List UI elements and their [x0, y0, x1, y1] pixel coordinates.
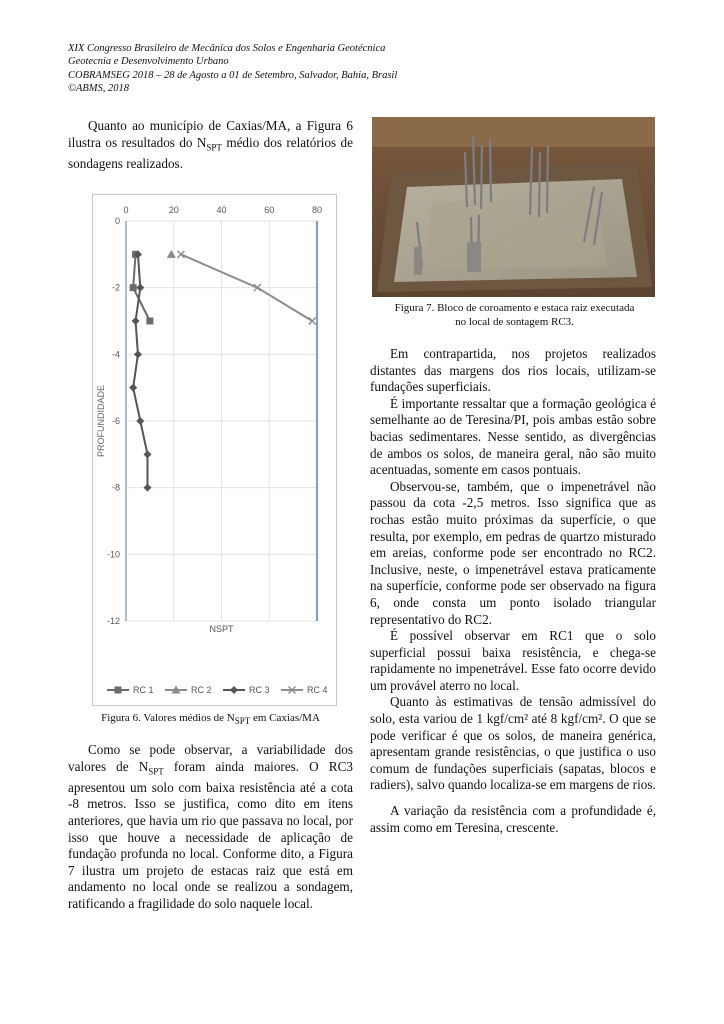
legend-marker-rc3: [230, 686, 238, 694]
paragraph: Observou-se, também, que o impenetrável não passou da cota -2,5 metros. Isso significa que as rochas estão muito próximas da superfície, o que resulta, por exemplo, em pedras de quartzo misturado em areias, conforme pode ser encontrado no RC2. Inclusive, neste, o impenetrável estava praticamente na superfície, conforme pode ser observado na figura 6, onde consta um ponto isolado triangular representativo do RC2.: [370, 478, 656, 627]
legend-label-rc4: RC 4: [307, 685, 328, 695]
x-tick-label: 0: [123, 205, 129, 215]
y-tick-label: -12: [106, 616, 120, 626]
data-point-rc3: [134, 350, 142, 358]
x-tick-label: 60: [264, 205, 275, 215]
left-discussion: [68, 742, 353, 913]
legend-marker-rc1: [115, 687, 122, 694]
legend-label-rc1: RC 1: [133, 685, 154, 695]
paragraph: Em contrapartida, nos projetos realizados distantes das margens dos rios locais, utilizam-se fundações superficiais.: [370, 346, 656, 395]
data-point-rc3: [143, 450, 151, 458]
data-point-rc3: [129, 384, 137, 392]
figure-6-caption: Figura 6. Valores médios de $N_{SPT}$ em Caxias/MA: [101, 712, 320, 727]
y-tick-label: -2: [111, 282, 120, 293]
nspt-chart: [93, 195, 336, 705]
data-point-rc1: [146, 318, 153, 325]
y-tick-label: 0: [114, 216, 120, 226]
header-conference: XIX Congresso Brasileiro de Mecânica dos Solos e Engenharia Geotécnica: [68, 43, 386, 54]
y-tick-label: -4: [111, 349, 120, 360]
x-tick-label: 80: [311, 205, 323, 215]
data-point-rc3: [136, 284, 144, 292]
y-tick-label: -10: [106, 549, 120, 560]
legend-label-rc3: RC 3: [249, 685, 270, 695]
paragraph: Como se pode observar, a variabilidade dos valores de $N_{SPT}$ foram ainda maiores. O RC3 apresentou um solo com baixa resistência até a cota -8 metros. Isso se justifica, como dito em itens anteriores, que havia um rio que passava no local, por isso que houve a necessidade de aplicação de fundação profunda no local. Conforme dito, a Figura 7 ilustra um projeto de estacas raiz que está em andamento no local onde se realizou a sondagem, ratificando a fragilidade do solo naquele local.: [68, 742, 353, 911]
data-point-rc1: [130, 284, 137, 291]
data-point-rc3: [132, 317, 140, 325]
right-column-text: [370, 346, 656, 836]
left-intro: [68, 118, 353, 172]
data-point-rc2: [167, 250, 176, 258]
paragraph: É importante ressaltar que a formação geológica é semelhante ao de Teresina/PI, pois ambas estão sobre bacias sedimentares. Nesse sentido, as divergências de ambos os solos, de maneira geral, não são muito acentuadas, somente em casos pontuais.: [370, 395, 656, 478]
paragraph: Quanto às estimativas de tensão admissível do solo, esta variou de 1 kgf/cm² até 8 kgf/cm². O que se pode verificar é que os solos, de maneira genérica, apresentam grande resistências, o que justifica o uso comum de fundações superficiais (sapatas, blocos e radiers), salvo quando localiza-se em margens de rios.: [370, 694, 656, 793]
paragraph: Quanto ao município de Caxias/MA, a Figura 6 ilustra os resultados do $N_{SPT}$ médio dos relatórios de sondagens realizados.: [68, 118, 354, 171]
header-event: COBRAMSEG 2018 – 28 de Agosto a 01 de Setembro, Salvador, Bahia, Brasil: [68, 69, 398, 81]
header-theme: Geotecnia e Desenvolvimento Urbano: [68, 56, 229, 68]
y-tick-label: -8: [111, 482, 120, 493]
figure-6-chart: [92, 194, 337, 706]
figure-7-photo: [372, 117, 655, 297]
paragraph: É possível observar em RC1 que o solo superficial possui baixa resistência, e chega-se rapidamente no impenetrável. Esse fato ocorre devido um provável aterro no local.: [370, 628, 656, 693]
data-point-rc3: [143, 484, 151, 492]
paragraph: A variação da resistência com a profundidade é, assim como em Teresina, crescente.: [370, 803, 656, 835]
header-copyright: ©ABMS, 2018: [68, 83, 130, 95]
page-header: [68, 42, 397, 96]
x-axis-title: NSPT: [209, 624, 234, 634]
x-tick-label: 40: [216, 205, 227, 215]
data-point-rc3: [136, 417, 144, 425]
y-tick-label: -6: [111, 416, 120, 426]
y-axis-title: PROFUNDIDADE: [96, 384, 106, 458]
legend-label-rc2: RC 2: [191, 685, 212, 695]
x-tick-label: 20: [168, 205, 179, 215]
figure-7-caption: Figura 7. Bloco de coroamento e estaca raiz executada no local de sontagem RC3.: [394, 302, 635, 328]
